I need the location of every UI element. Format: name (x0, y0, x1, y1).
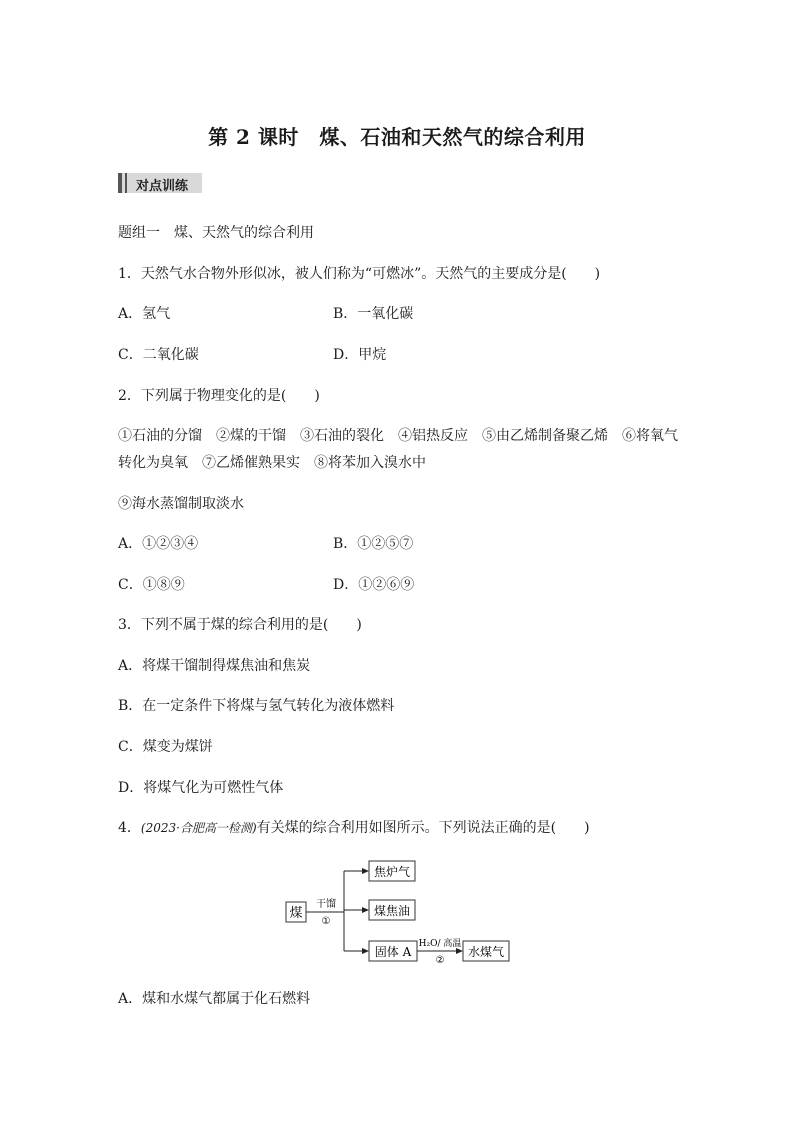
q2-option-b: B．①②⑤⑦ (333, 536, 414, 552)
q3-stem: 3．下列不属于煤的综合利用的是( ) (118, 617, 362, 633)
q2-items-line2: 转化为臭氧 ⑦乙烯催熟果实 ⑧将苯加入溴水中 (118, 455, 426, 471)
q1-stem: 1．天然气水合物外形似冰，被人们称为“可燃冰”。天然气的主要成分是( ) (118, 266, 601, 282)
step1-number: ① (321, 916, 331, 927)
q2-option-c: C．①⑧⑨ (118, 577, 185, 593)
q1-option-a: A．氢气 (118, 306, 171, 322)
tag-bar-decoration (118, 173, 122, 193)
q2-option-d: D．①②⑥⑨ (333, 577, 415, 593)
step2-number: ② (435, 955, 445, 966)
section-tag (118, 173, 202, 193)
q3-option-b: B．在一定条件下将煤与氢气转化为液体燃料 (118, 698, 395, 714)
q2-items-line1: ①石油的分馏 ②煤的干馏 ③石油的裂化 ④铝热反应 ⑤由乙烯制备聚乙烯 ⑥将氧气 (118, 428, 678, 444)
product3-label: 固体 A (374, 945, 412, 959)
q2-option-a: A．①②③④ (118, 536, 199, 552)
q1-option-b: B．一氧化碳 (333, 306, 414, 322)
q4-source: (2023·合肥高一检测) (140, 821, 257, 835)
q2-items-line3: ⑨海水蒸馏制取淡水 (118, 496, 244, 512)
coal-utilization-diagram (280, 852, 520, 967)
product4-label: 水煤气 (467, 945, 505, 959)
section-tag-label: 对点训练 (136, 179, 189, 194)
coal-label: 煤 (289, 906, 303, 921)
product2-label: 煤焦油 (373, 904, 411, 918)
q2-stem: 2．下列属于物理变化的是( ) (118, 388, 320, 404)
q1-option-d: D．甲烷 (333, 347, 387, 363)
group-heading: 题组一 煤、天然气的综合利用 (118, 225, 314, 241)
q1-option-c: C．二氧化碳 (118, 347, 199, 363)
q4-stem (118, 817, 590, 837)
step2-label: H₂O/ 高温 (418, 939, 462, 949)
product1-label: 焦炉气 (373, 865, 411, 879)
page-title: 第 2 课时 煤、石油和天然气的综合利用 (208, 125, 586, 149)
q4-option-a: A．煤和水煤气都属于化石燃料 (118, 991, 311, 1007)
tag-bar-decoration (125, 173, 127, 193)
q3-option-c: C．煤变为煤饼 (118, 739, 213, 755)
q3-option-d: D．将煤气化为可燃性气体 (118, 780, 284, 796)
q3-option-a: A．将煤干馏制得煤焦油和焦炭 (118, 658, 311, 674)
step1-label: 干馏 (316, 899, 336, 910)
q4-number: 4． (118, 820, 141, 836)
q4-stem-text: 有关煤的综合利用如图所示。下列说法正确的是( ) (256, 820, 590, 836)
